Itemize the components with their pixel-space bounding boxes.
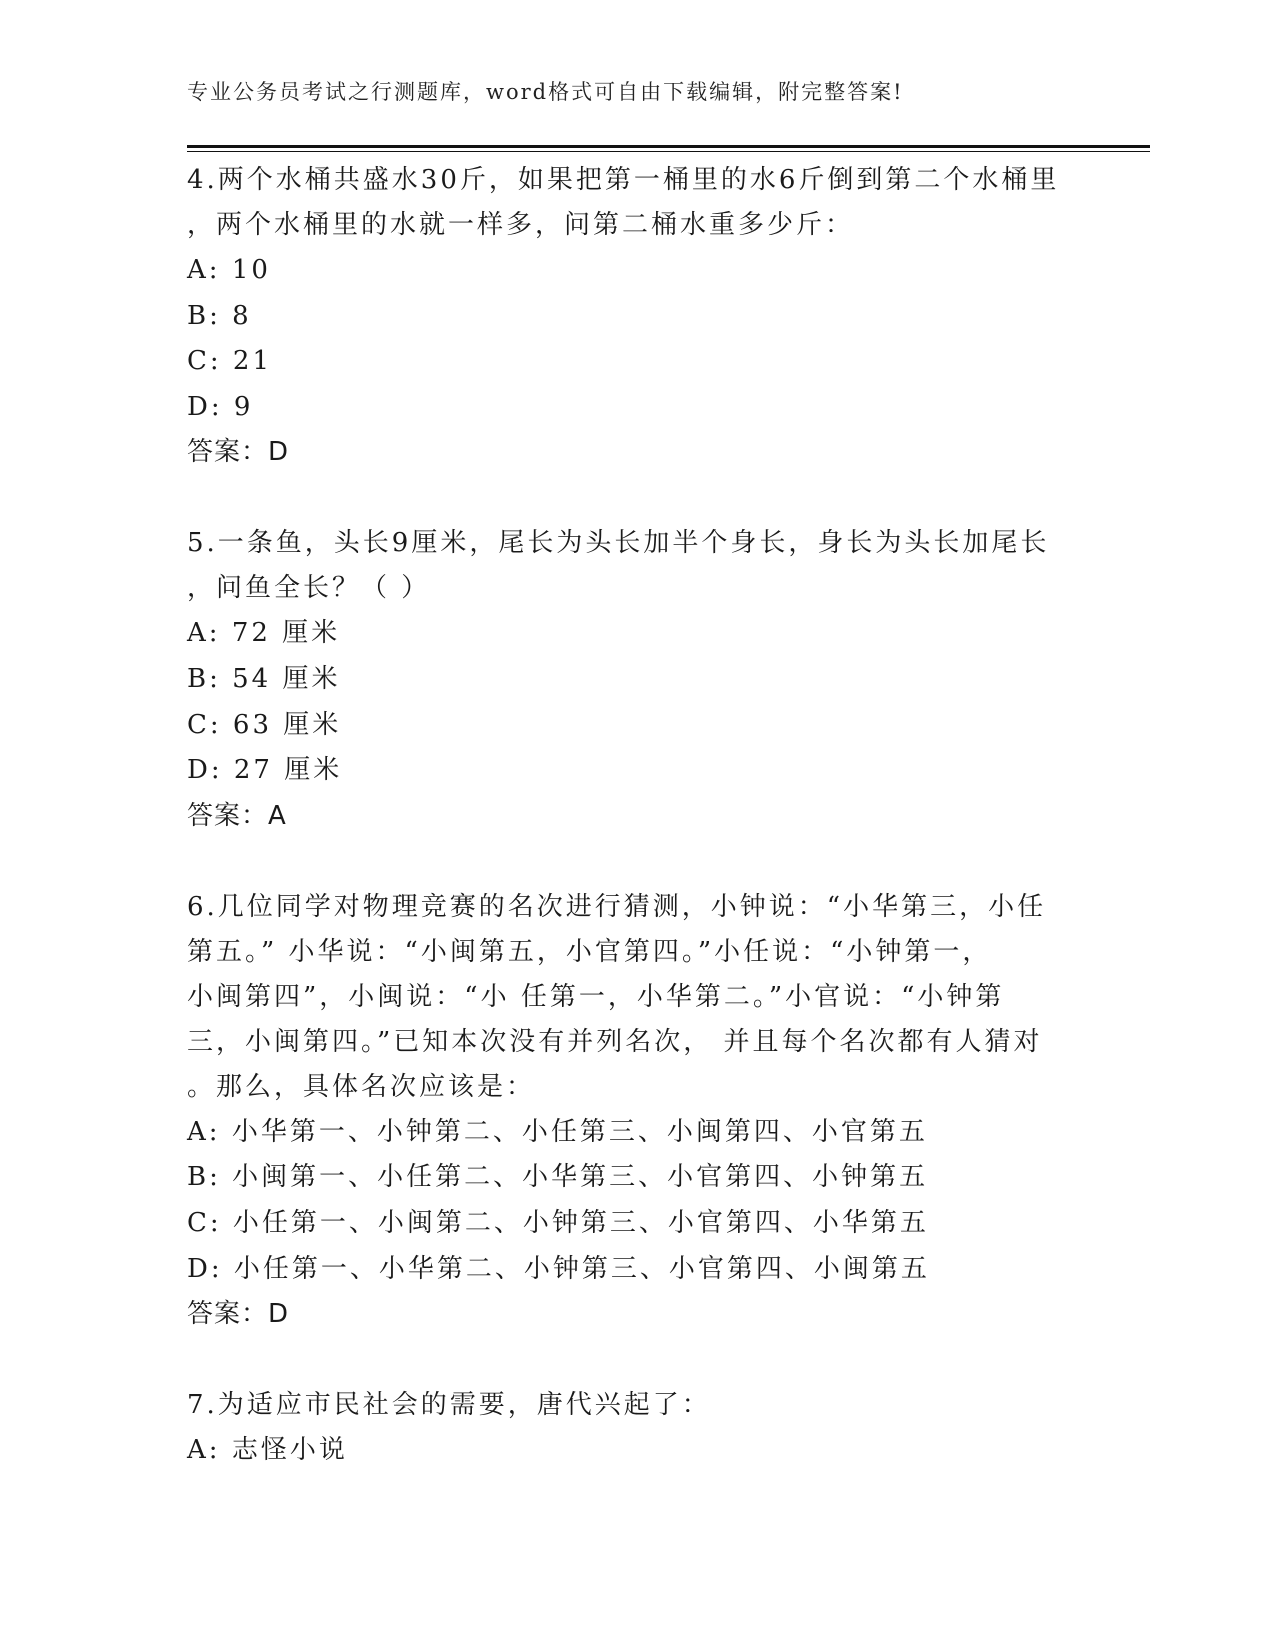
- option-text: 27 厘米: [233, 755, 343, 786]
- question-text-line: 三，小闽第四。”已知本次没有并列名次， 并且每个名次都有人猜对: [187, 1026, 1043, 1057]
- option-d: [187, 385, 1087, 431]
- option-a: [187, 611, 1087, 657]
- option-text: 54 厘米: [232, 663, 341, 694]
- option-key: A:: [187, 1116, 221, 1147]
- header-rule-thin: [187, 151, 1150, 152]
- option-text: 小华第一、小钟第二、小任第三、小闽第四、小官第五: [231, 1116, 928, 1147]
- option-c: [187, 1201, 1087, 1247]
- option-text: 小任第一、小华第二、小钟第三、小官第四、小闽第五: [233, 1253, 930, 1284]
- option-text: 9: [233, 391, 254, 422]
- question-7: [187, 1383, 1087, 1474]
- option-key: A:: [187, 255, 221, 285]
- question-text-line: 6.几位同学对物理竞赛的名次进行猜测，小钟说：“小华第三，小任: [187, 891, 1047, 922]
- question-text-line: ，问鱼全长？（ ）: [187, 573, 431, 604]
- option-b: [187, 294, 1087, 340]
- question-text-line: 4.两个水桶共盛水30斤，如果把第一桶里的水6斤倒到第二个水桶里: [187, 165, 1060, 195]
- option-text: 8: [232, 300, 252, 331]
- question-list: [187, 158, 1087, 1520]
- question-text-line: 。那么，具体名次应该是：: [187, 1071, 536, 1102]
- question-text-line: 小闽第四”，小闽说：“小 任第一，小华第二。”小官说：“小钟第: [187, 981, 1005, 1012]
- option-text: 63 厘米: [232, 709, 342, 740]
- option-a: [187, 1428, 1087, 1474]
- option-c: [187, 703, 1087, 749]
- question-4: [187, 158, 1087, 475]
- option-b: [187, 657, 1087, 703]
- option-key: A:: [187, 618, 221, 649]
- option-key: A:: [187, 1435, 221, 1466]
- option-c: [187, 339, 1087, 385]
- option-key: C:: [187, 346, 222, 377]
- answer-line: 答案：A: [187, 800, 287, 831]
- question-5: [187, 521, 1087, 838]
- option-text: 小闽第一、小任第二、小华第三、小官第四、小钟第五: [232, 1162, 929, 1193]
- header-rule-thick: [187, 145, 1150, 148]
- option-key: B:: [187, 663, 221, 694]
- answer-line: 答案：D: [187, 1299, 290, 1330]
- question-text-line: ，两个水桶里的水就一样多，问第二桶水重多少斤：: [187, 210, 855, 240]
- option-key: D:: [187, 1253, 223, 1284]
- option-key: D:: [187, 755, 223, 786]
- option-a: [187, 248, 1087, 294]
- option-b: [187, 1155, 1087, 1201]
- option-key: C:: [187, 1207, 222, 1238]
- page-header: 专业公务员考试之行测题库，word格式可自由下载编辑，附完整答案!: [187, 80, 904, 104]
- option-text: 21: [232, 346, 273, 377]
- option-key: B:: [187, 1162, 221, 1193]
- option-d: [187, 748, 1087, 794]
- option-text: 志怪小说: [231, 1435, 348, 1466]
- question-6: [187, 885, 1087, 1337]
- option-text: 小任第一、小闽第二、小钟第三、小官第四、小华第五: [232, 1207, 929, 1238]
- option-d: [187, 1247, 1087, 1293]
- option-key: D:: [187, 391, 223, 422]
- question-text-line: 第五。” 小华说：“小闽第五，小官第四。”小任说：“小钟第一，: [187, 936, 992, 967]
- question-text-line: 5.一条鱼，头长9厘米，尾长为头长加半个身长，身长为头长加尾长: [187, 528, 1050, 559]
- option-key: B:: [187, 300, 221, 331]
- option-key: C:: [187, 709, 222, 740]
- option-text: 10: [231, 255, 271, 285]
- answer-line: 答案：D: [187, 437, 290, 468]
- option-text: 72 厘米: [231, 618, 341, 649]
- question-text-line: 7.为适应市民社会的需要，唐代兴起了：: [187, 1390, 711, 1421]
- option-a: [187, 1110, 1087, 1156]
